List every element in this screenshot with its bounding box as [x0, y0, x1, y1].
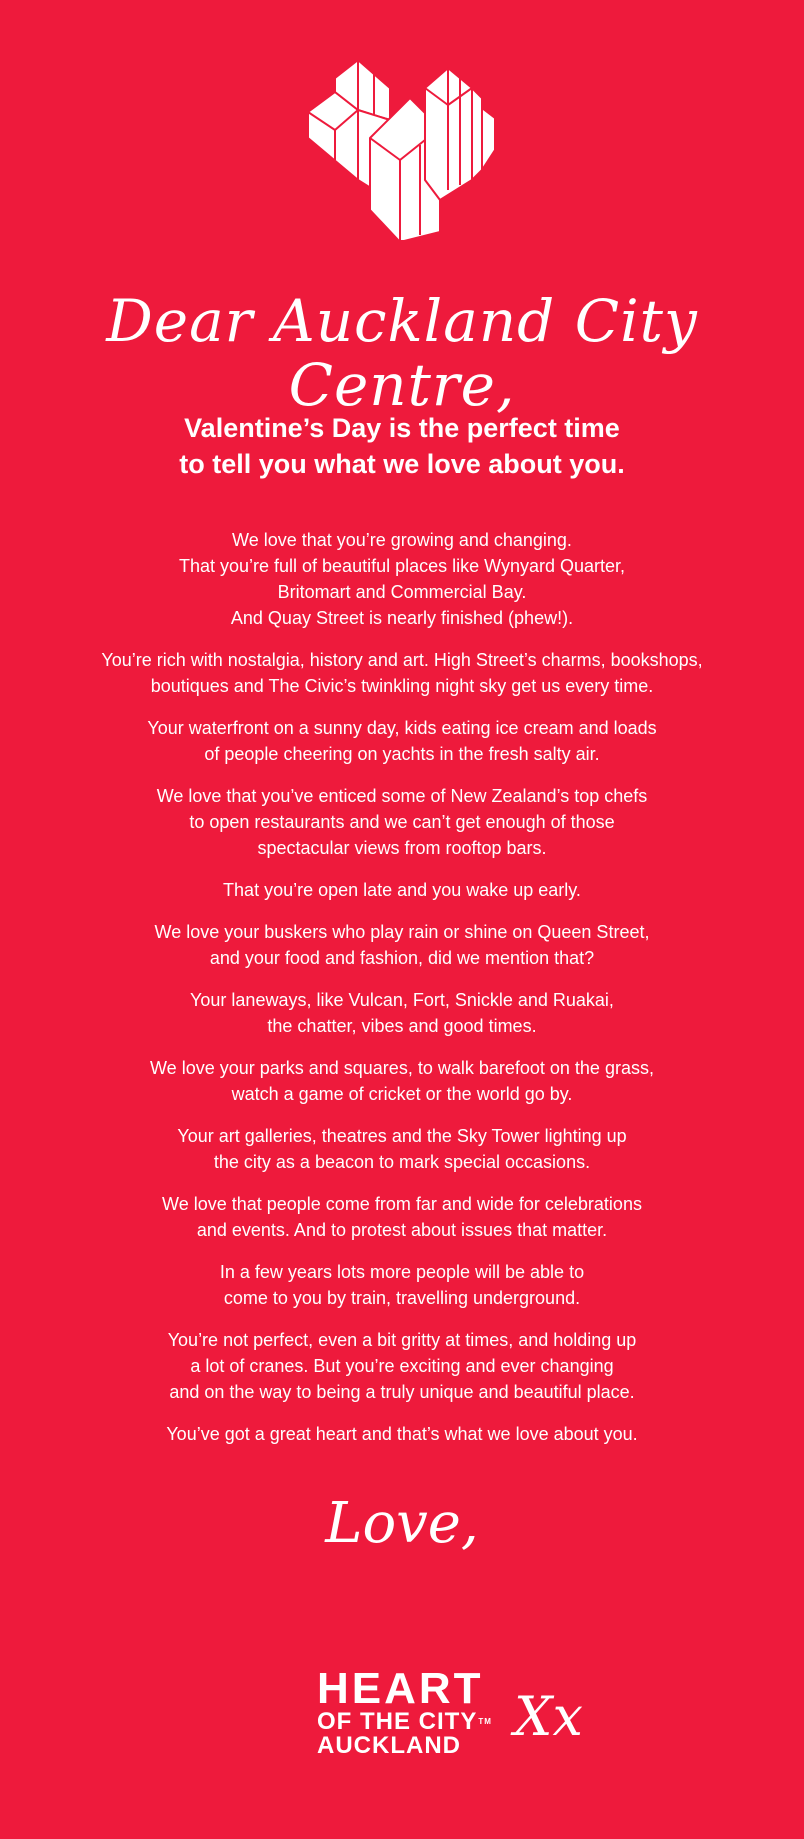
paragraph	[60, 1327, 744, 1405]
paragraph-line: of people cheering on yachts in the fresh salty air.	[204, 744, 600, 764]
paragraph-line: You’re rich with nostalgia, history and art. High Street’s charms, bookshops,	[101, 650, 703, 670]
paragraph-line: watch a game of cricket or the world go by.	[231, 1084, 573, 1104]
paragraph	[60, 1259, 744, 1311]
heart-of-buildings-icon	[300, 60, 500, 240]
paragraph-line: We love your parks and squares, to walk barefoot on the grass,	[150, 1058, 654, 1078]
paragraph-line: That you’re full of beautiful places like Wynyard Quarter,	[178, 556, 626, 576]
paragraph-line: Your art galleries, theatres and the Sky Tower lighting up	[177, 1126, 627, 1146]
kisses: Xx	[514, 1685, 583, 1748]
brand-line: HEART	[317, 1664, 484, 1713]
paragraph-line: the chatter, vibes and good times.	[267, 1016, 537, 1036]
paragraph-line: and on the way to being a truly unique and beautiful place.	[169, 1382, 635, 1402]
paragraph-line: Your waterfront on a sunny day, kids eating ice cream and loads	[147, 718, 657, 738]
salutation: Dear Auckland City Centre,	[106, 287, 698, 419]
paragraph	[60, 1421, 744, 1447]
paragraph-line: a lot of cranes. But you’re exciting and ever changing	[190, 1356, 614, 1376]
paragraph-line: Britomart and Commercial Bay.	[277, 582, 527, 602]
paragraph	[60, 527, 744, 631]
paragraph	[60, 987, 744, 1039]
paragraph	[60, 1191, 744, 1243]
paragraph	[60, 783, 744, 861]
paragraph-line: come to you by train, travelling underground.	[223, 1288, 581, 1308]
paragraph-line: We love your buskers who play rain or shine on Queen Street,	[154, 922, 650, 942]
paragraph-line: Your laneways, like Vulcan, Fort, Snickle and Ruakai,	[190, 990, 614, 1010]
paragraph-line: We love that you’ve enticed some of New Zealand’s top chefs	[156, 786, 648, 806]
paragraph-line: That you’re open late and you wake up early.	[223, 880, 581, 900]
letter-body	[60, 527, 744, 1463]
paragraph-line: We love that you’re growing and changing.	[232, 530, 572, 550]
headline	[0, 410, 804, 482]
brand-line-text: OF THE CITY	[317, 1708, 478, 1735]
paragraph-line: spectacular views from rooftop bars.	[257, 838, 547, 858]
paragraph	[60, 715, 744, 767]
paragraph-line: We love that people come from far and wide for celebrations	[162, 1194, 642, 1214]
paragraph	[60, 1123, 744, 1175]
paragraph	[60, 919, 744, 971]
trademark: TM	[478, 1717, 492, 1726]
paragraph-line: to open restaurants and we can’t get enough of those	[189, 812, 615, 832]
paragraph	[60, 877, 744, 903]
paragraph-line: boutiques and The Civic’s twinkling night sky get us every time.	[150, 676, 654, 696]
paragraph-line: and events. And to protest about issues that matter.	[196, 1220, 608, 1240]
paragraph-line: And Quay Street is nearly finished (phew!).	[230, 608, 574, 628]
paragraph-line: You’ve got a great heart and that’s what we love about you.	[166, 1424, 638, 1444]
paragraph-line: In a few years lots more people will be able to	[219, 1262, 585, 1282]
paragraph-line: You’re not perfect, even a bit gritty at times, and holding up	[167, 1330, 637, 1350]
paragraph-line: the city as a beacon to mark special occasions.	[213, 1152, 591, 1172]
heart-of-the-city-logo	[317, 1664, 497, 1759]
brand-line	[317, 1710, 497, 1734]
paragraph-line: and your food and fashion, did we mention that?	[209, 948, 595, 968]
brand-line: AUCKLAND	[317, 1732, 461, 1759]
headline-line: to tell you what we love about you.	[179, 449, 625, 479]
paragraph	[60, 647, 744, 699]
paragraph	[60, 1055, 744, 1107]
signoff: Love,	[325, 1491, 479, 1556]
headline-line: Valentine’s Day is the perfect time	[184, 413, 620, 443]
